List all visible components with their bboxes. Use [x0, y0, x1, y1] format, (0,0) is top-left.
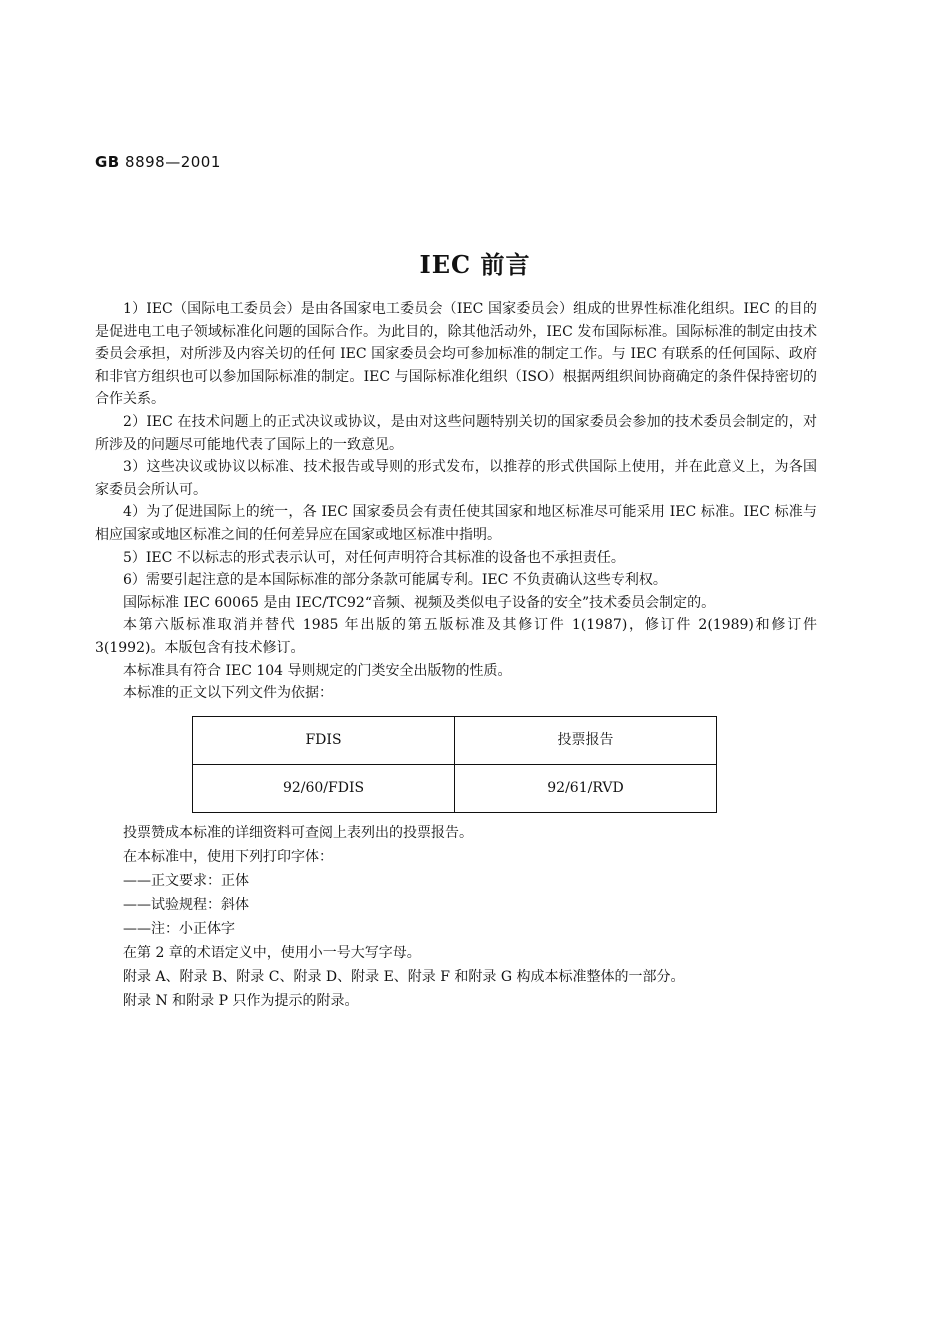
voting-table [192, 716, 717, 813]
paragraph-6: 6）需要引起注意的是本国际标准的部分条款可能属专利。IEC 不负责确认这些专利权。 [123, 572, 667, 589]
paragraph-normative-annexes: 附录 A、附录 B、附录 C、附录 D、附录 E、附录 F 和附录 G 构成本标准整体的一部分。 [123, 969, 685, 986]
paragraph-fonts-intro: 在本标准中，使用下列打印字体： [123, 848, 333, 865]
paragraph-basis: 本标准的正文以下列文件为依据： [123, 685, 333, 702]
paragraph-edition: 本第六版标准取消并替代 1985 年出版的第五版标准及其修订件 1(1987)，修订件 2(1989)和修订件 3(1992)。本版包含有技术修订。 [95, 617, 817, 656]
standard-code-prefix: GB [95, 153, 120, 171]
page-title: IEC 前言 [419, 250, 531, 279]
paragraph-2: 2）IEC 在技术问题上的正式决议或协议，是由对这些问题特别关切的国家委员会参加的技术委员会制定的，对所涉及的问题尽可能地代表了国际上的一致意见。 [95, 413, 817, 453]
paragraph-terms: 在第 2 章的术语定义中，使用小一号大写字母。 [123, 945, 421, 962]
list-item-font: ——正文要求：正体 [123, 872, 249, 889]
paragraph-4: 4）为了促进国际上的统一，各 IEC 国家委员会有责任使其国家和地区标准尽可能采用 IEC 标准。IEC 标准与相应国家或地区标准之间的任何差异应在国家或地区标准中指明。 [95, 504, 817, 543]
table-header-row [193, 716, 717, 764]
table-cell: 92/60/FDIS [193, 764, 455, 812]
paragraph-vote-details: 投票赞成本标准的详细资料可查阅上表列出的投票报告。 [123, 824, 473, 841]
after-table-section [95, 822, 817, 1013]
table-cell: 92/61/RVD [455, 764, 717, 812]
standard-code-number: 8898—2001 [125, 153, 221, 171]
table-header-cell: FDIS [193, 716, 455, 764]
list-item-font: ——注：小正体字 [123, 921, 235, 938]
document-body [95, 298, 817, 1014]
paragraph-iec104: 本标准具有符合 IEC 104 导则规定的门类安全出版物的性质。 [123, 662, 512, 679]
paragraph-tc92: 国际标准 IEC 60065 是由 IEC/TC92“音频、视频及类似电子设备的安全”技术委员会制定的。 [123, 594, 716, 611]
paragraph-5: 5）IEC 不以标志的形式表示认可，对任何声明符合其标准的设备也不承担责任。 [123, 549, 625, 566]
table-row [193, 764, 717, 812]
standard-code [95, 153, 221, 171]
paragraph-1: 1）IEC（国际电工委员会）是由各国家电工委员会（IEC 国家委员会）组成的世界性标准化组织。IEC 的目的是促进电工电子领域标准化问题的国际合作。为此目的，除其他活动外，IEC 发布国际标准。国际标准的制定由技术委员会承担，对所涉及内容关切的任何 IEC 国家委员会均可参加标准的制定工作。与 IEC 有联系的任何国际、政府和非官方组织也可以参加国际标准的制定。IEC 与国际标准化组织（ISO）根据两组织间协商确定的条件保持密切的合作关系。 [95, 301, 817, 408]
paragraph-3: 3）这些决议或协议以标准、技术报告或导则的形式发布，以推荐的形式供国际上使用，并在此意义上，为各国家委员会所认可。 [95, 459, 817, 498]
paragraph-informative-annexes: 附录 N 和附录 P 只作为提示的附录。 [123, 993, 359, 1010]
list-item-font: ——试验规程：斜体 [123, 896, 249, 913]
table-header-cell: 投票报告 [455, 716, 717, 764]
